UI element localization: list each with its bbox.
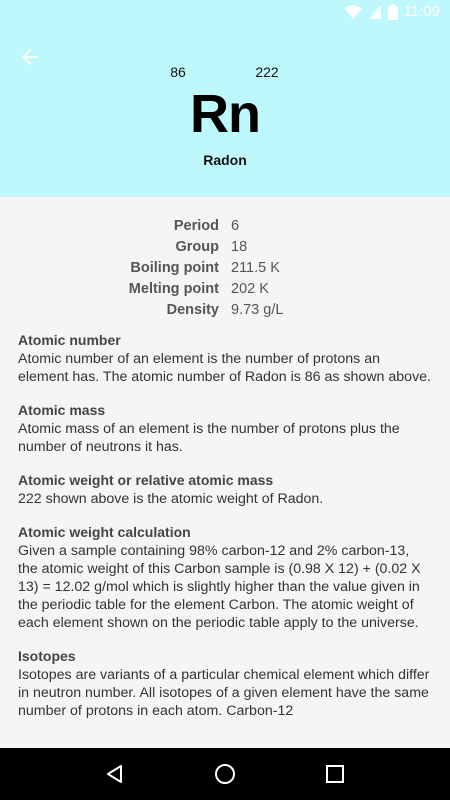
property-label: Period xyxy=(173,217,219,234)
property-label: Melting point xyxy=(128,280,219,297)
recents-square-icon xyxy=(325,764,345,784)
element-symbol: Rn xyxy=(190,84,260,144)
section-body: Given a sample containing 98% carbon-12 and 2% carbon-13, the atomic weight of this Carbon sample is (0.98 X 12) + (0.02 X 13) = 12.02 g/mol which is slightly higher than the value given in the periodic table for the element Carbon. The atomic weight of each element shown on the periodic table apply to the universe. xyxy=(18,543,421,631)
status-bar xyxy=(0,0,450,25)
status-time: 11:09 xyxy=(403,3,440,20)
nav-back-button[interactable] xyxy=(90,754,140,794)
property-value: 18 xyxy=(231,238,248,255)
section-title: Atomic number xyxy=(18,332,121,348)
section-body: Atomic number of an element is the number of protons an element has. The atomic number of Radon is 86 as shown above. xyxy=(18,351,431,385)
property-label: Group xyxy=(175,238,219,255)
section-title: Atomic weight calculation xyxy=(18,524,191,540)
section-atomic-mass xyxy=(18,400,432,456)
arrow-left-icon xyxy=(18,45,42,69)
wifi-icon xyxy=(344,4,362,20)
battery-icon xyxy=(388,4,398,20)
home-circle-icon xyxy=(214,763,236,785)
section-title: Isotopes xyxy=(18,648,76,664)
nav-home-button[interactable] xyxy=(200,754,250,794)
property-value: 9.73 g/L xyxy=(231,301,284,318)
info-sections xyxy=(18,330,432,734)
navigation-bar xyxy=(0,748,450,800)
property-row-period xyxy=(0,215,450,236)
section-title: Atomic weight or relative atomic mass xyxy=(18,472,274,488)
property-value: 202 K xyxy=(231,280,269,297)
element-name: Radon xyxy=(203,152,247,168)
content-scroll[interactable] xyxy=(0,197,450,748)
section-body: 222 shown above is the atomic weight of Radon. xyxy=(18,491,324,507)
property-value: 6 xyxy=(231,217,240,234)
atomic-number: 86 xyxy=(170,64,186,80)
element-header xyxy=(0,25,450,197)
section-title: Atomic mass xyxy=(18,402,106,418)
nav-recents-button[interactable] xyxy=(310,754,360,794)
section-atomic-weight-calculation xyxy=(18,522,432,632)
property-row-melting-point xyxy=(0,278,450,299)
property-label: Density xyxy=(166,301,219,318)
section-body: Isotopes are variants of a particular chemical element which differ in neutron number. All isotopes of a given element have the same number of protons in each atom. Carbon-12 xyxy=(18,667,430,719)
property-row-group xyxy=(0,236,450,257)
property-value: 211.5 K xyxy=(231,259,280,276)
back-triangle-icon xyxy=(104,763,126,785)
signal-icon xyxy=(368,4,382,20)
property-label: Boiling point xyxy=(130,259,219,276)
property-row-boiling-point xyxy=(0,257,450,278)
section-atomic-number xyxy=(18,330,432,386)
atomic-mass: 222 xyxy=(255,64,279,80)
back-button[interactable] xyxy=(18,45,42,69)
section-isotopes xyxy=(18,646,432,720)
property-row-density xyxy=(0,299,450,320)
section-atomic-weight xyxy=(18,470,432,508)
status-icons xyxy=(344,3,440,20)
properties-table xyxy=(0,215,450,320)
section-body: Atomic mass of an element is the number of protons plus the number of neutrons it has. xyxy=(18,421,400,455)
